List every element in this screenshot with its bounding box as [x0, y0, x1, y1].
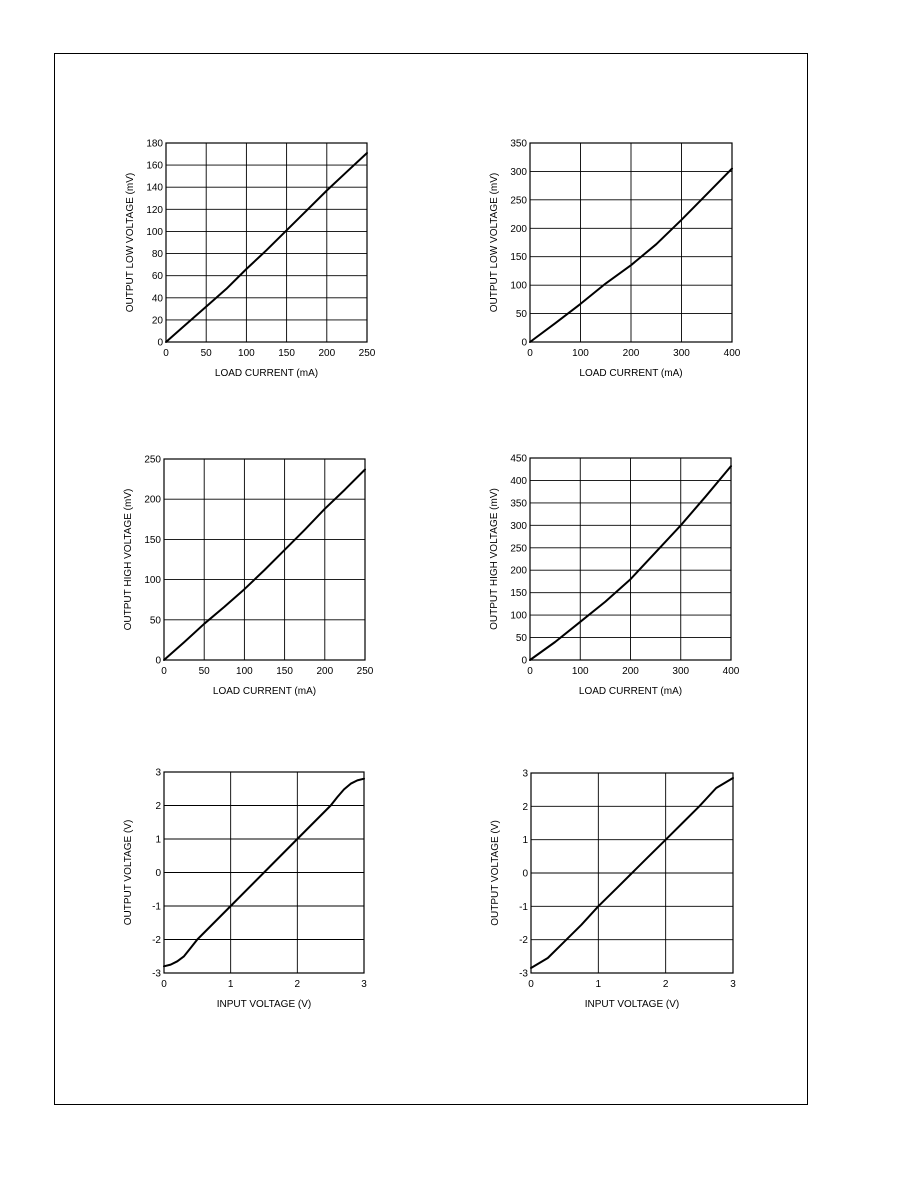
x-tick-label: 250	[358, 348, 376, 359]
y-tick-label: 100	[144, 575, 161, 587]
y-tick-label: 100	[146, 226, 163, 238]
y-tick-label: 3	[155, 767, 161, 779]
y-tick-label: 1	[155, 834, 161, 846]
y-tick-label: 350	[510, 498, 527, 510]
y-axis-label: OUTPUT LOW VOLTAGE (mV)	[125, 172, 136, 313]
x-tick-label: 150	[276, 666, 293, 677]
y-tick-label: 450	[510, 453, 527, 465]
x-tick-label: 100	[572, 348, 589, 359]
y-tick-label: 300	[510, 166, 527, 178]
x-tick-label: 3	[730, 979, 736, 990]
y-tick-label: 0	[521, 337, 527, 349]
y-tick-label: -1	[519, 901, 528, 913]
y-tick-label: 60	[151, 271, 163, 283]
x-tick-label: 0	[161, 666, 167, 677]
y-axis-label: OUTPUT VOLTAGE (V)	[123, 819, 134, 926]
chart-output-low-voltage-400ma	[480, 132, 760, 387]
x-tick-label: 100	[571, 666, 589, 677]
y-tick-label: 50	[515, 309, 527, 321]
y-tick-label: 250	[144, 454, 161, 466]
y-tick-label: 50	[515, 633, 527, 645]
y-tick-label: 50	[149, 615, 161, 627]
y-tick-label: 300	[510, 520, 527, 532]
chart-output-voltage-vs-input-right	[480, 762, 760, 1012]
y-tick-label: 40	[151, 293, 163, 305]
chart-output-low-voltage-250ma	[110, 132, 390, 382]
x-tick-label: 200	[622, 348, 640, 359]
chart-output-high-voltage-250ma	[110, 448, 390, 700]
x-axis-label: LOAD CURRENT (mA)	[578, 686, 683, 697]
y-tick-label: -3	[519, 968, 528, 980]
y-tick-label: 250	[510, 543, 527, 555]
x-tick-label: 300	[672, 666, 690, 677]
y-tick-label: -2	[519, 935, 528, 947]
y-tick-label: 2	[522, 801, 528, 813]
x-tick-label: 300	[673, 348, 690, 359]
x-tick-label: 200	[316, 666, 334, 677]
y-axis-label: OUTPUT HIGH VOLTAGE (mV)	[123, 488, 134, 631]
y-tick-label: 150	[510, 252, 527, 264]
x-tick-label: 200	[622, 666, 639, 677]
y-tick-label: 120	[146, 204, 163, 216]
x-tick-label: 100	[236, 666, 253, 677]
y-axis-label: OUTPUT HIGH VOLTAGE (mV)	[489, 488, 500, 630]
y-tick-label: 100	[510, 610, 527, 622]
y-tick-label: 3	[522, 768, 528, 780]
series-line	[166, 153, 367, 342]
x-tick-label: 200	[318, 348, 336, 359]
y-tick-label: 80	[151, 249, 163, 261]
y-tick-label: 200	[510, 223, 527, 235]
y-tick-label: 100	[510, 280, 527, 292]
chart-output-voltage-vs-input-left	[110, 762, 390, 1012]
y-tick-label: 400	[510, 475, 527, 487]
x-axis-label: LOAD CURRENT (mA)	[212, 686, 317, 697]
y-tick-label: 150	[144, 534, 161, 546]
y-tick-label: 200	[510, 565, 527, 577]
y-axis-label: OUTPUT VOLTAGE (V)	[490, 820, 501, 926]
x-tick-label: 0	[161, 979, 167, 990]
x-axis-label: LOAD CURRENT (mA)	[579, 368, 683, 379]
y-tick-label: 2	[155, 801, 161, 812]
y-tick-label: 200	[144, 494, 161, 506]
y-tick-label: -2	[152, 935, 161, 946]
y-tick-label: 160	[146, 160, 163, 172]
x-tick-label: 100	[238, 348, 255, 359]
x-tick-label: 50	[200, 348, 212, 359]
x-tick-label: 250	[356, 666, 374, 677]
y-tick-label: -1	[152, 901, 161, 913]
plot-frame	[166, 143, 367, 342]
x-tick-label: 1	[595, 979, 602, 990]
y-tick-label: 0	[521, 655, 527, 667]
x-axis-label: LOAD CURRENT (mA)	[214, 368, 319, 379]
x-tick-label: 0	[528, 979, 534, 990]
series-line	[164, 470, 365, 661]
x-tick-label: 150	[278, 348, 295, 359]
y-tick-label: 140	[146, 182, 163, 194]
y-axis-label: OUTPUT LOW VOLTAGE (mV)	[489, 172, 500, 313]
x-tick-label: 0	[527, 666, 533, 677]
y-tick-label: 250	[510, 195, 527, 207]
x-tick-label: 1	[227, 979, 234, 990]
y-tick-label: 350	[510, 138, 527, 150]
x-tick-label: 2	[294, 979, 301, 990]
x-tick-label: 50	[198, 666, 210, 677]
y-tick-label: 150	[510, 588, 527, 600]
y-tick-label: 0	[155, 655, 161, 667]
x-tick-label: 3	[361, 979, 367, 990]
y-tick-label: 0	[155, 868, 161, 879]
y-tick-label: 0	[157, 337, 163, 349]
x-tick-label: 0	[527, 348, 533, 359]
y-tick-label: 20	[151, 315, 163, 327]
x-axis-label: INPUT VOLTAGE (V)	[216, 999, 312, 1010]
x-tick-label: 400	[723, 348, 741, 359]
plot-frame	[164, 459, 365, 660]
x-tick-label: 2	[662, 979, 669, 990]
y-tick-label: 180	[146, 138, 163, 150]
y-tick-label: 1	[522, 835, 528, 847]
x-axis-label: INPUT VOLTAGE (V)	[584, 999, 680, 1010]
x-tick-label: 0	[163, 348, 169, 359]
y-tick-label: 0	[522, 868, 528, 880]
y-tick-label: -3	[152, 968, 161, 980]
chart-output-high-voltage-400ma	[480, 448, 760, 698]
x-tick-label: 400	[722, 666, 740, 677]
